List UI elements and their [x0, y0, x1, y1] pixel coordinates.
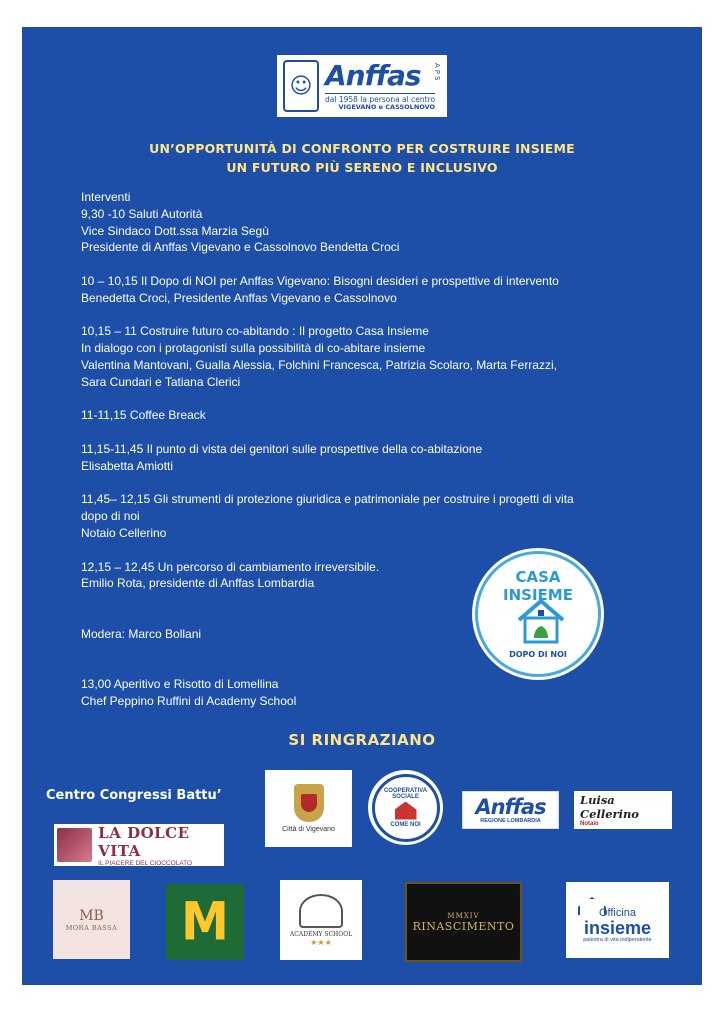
sponsor-academy-label: ACADEMY SCHOOL: [289, 930, 353, 938]
sponsor-officina-sub: palestra di vita indipendente: [583, 937, 652, 943]
sponsor-anffas-lomb-sub: REGIONE LOMBARDIA: [480, 817, 541, 824]
sponsor-officina-t1: Officina: [598, 907, 637, 919]
sponsor-officina-t2: insieme: [583, 918, 652, 938]
program-line: Emilio Rota, presidente di Anffas Lombardia: [81, 576, 315, 591]
sponsor-rinascimento: [405, 882, 522, 962]
sponsor-mora-bassa: [53, 880, 130, 959]
mcdonalds-logo-icon: M: [181, 891, 229, 953]
program-line: 11-11,15 Coffee Breack: [81, 408, 206, 423]
program-line: 9,30 -10 Saluti Autorità: [81, 206, 203, 221]
sponsor-academy-school: [280, 880, 362, 960]
program-line: 13,00 Aperitivo e Risotto di Lomellina: [81, 677, 279, 692]
sponsor-mora-name: MORA BASSA: [65, 923, 118, 932]
program-line: Valentina Mantovani, Gualla Alessia, Folchini Francesca, Patrizia Scolaro, Marta Ferrazzi,: [81, 357, 557, 372]
headline-line2: UN FUTURO PIÙ SERENO E INCLUSIVO: [226, 160, 498, 175]
sponsor-rinasc-year: MMXIV: [447, 911, 480, 920]
program-line: Presidente di Anffas Vigevano e Cassolnovo Bendetta Croci: [81, 240, 400, 255]
sponsor-vigevano-label: Città di Vigevano: [282, 826, 335, 833]
sponsor-anffas-lomb-brand: Anffas: [475, 794, 546, 819]
program-block-5: [81, 441, 681, 475]
sponsor-rinasc-name: RINASCIMENTO: [412, 919, 515, 933]
anffas-aps: APS: [433, 63, 441, 83]
chef-hat-icon: [299, 894, 343, 928]
program-line: Vice Sindaco Dott.ssa Marzia Segù: [81, 223, 269, 238]
headline: [22, 139, 702, 177]
headline-line1: UN’OPPORTUNITÀ DI CONFRONTO PER COSTRUIRE INSIEME: [149, 141, 575, 156]
program-block-3: [81, 323, 681, 390]
sponsor-mcdonalds: [166, 884, 244, 960]
program-line: Modera: Marco Bollani: [81, 626, 202, 641]
program-line: Interventi: [81, 190, 131, 204]
program-block-4: [81, 407, 681, 424]
sponsor-anffas-lombardia: [462, 791, 559, 829]
crest-icon: [294, 784, 324, 822]
program-line: Chef Peppino Ruffini di Academy School: [81, 693, 297, 708]
program-line: In dialogo con i protagonisti sulla possibilità di co-abitare insieme: [81, 341, 426, 356]
sponsor-dolce-name: LA DOLCE VITA: [98, 824, 190, 860]
sponsor-cellerino-sub: Notaio: [580, 821, 599, 827]
sponsor-cellerino: [574, 791, 672, 829]
program-line: Elisabetta Amiotti: [81, 458, 174, 473]
program-line: Benedetta Croci, Presidente Anffas Vigevano e Cassolnovo: [81, 290, 397, 305]
sponsor-la-dolce-vita: [54, 824, 224, 866]
chocolate-image: [57, 828, 92, 862]
anffas-emblem-icon: ☺: [283, 60, 319, 112]
sponsor-battu: Centro Congressi Battu’: [46, 788, 222, 803]
program-line: Sara Cundari e Tatiana Clerici: [81, 374, 241, 389]
anffas-brand: Anffas: [325, 59, 421, 92]
sponsor-dolce-sub: IL PIACERE DEL CIOCCOLATO: [98, 859, 193, 866]
sponsor-mora-mark: MB: [79, 907, 104, 924]
sponsor-coop-come-noi: [368, 770, 443, 845]
program-line: 10,15 – 11 Costruire futuro co-abitando : Il progetto Casa Insieme: [81, 324, 429, 339]
program-line: 11,15-11,45 Il punto di vista dei genitori sulle prospettive della co-abitazione: [81, 441, 483, 456]
program-line: 11,45– 12,15 Gli strumenti di protezione giuridica e patrimoniale per costruire i progetti di vita: [81, 492, 574, 507]
anffas-logo: [277, 55, 447, 117]
program-block-6: [81, 491, 681, 541]
sponsor-vigevano: [265, 770, 352, 847]
casa-insieme-subtitle: DOPO DI NOI: [509, 650, 567, 659]
program-block-8: [81, 676, 681, 710]
sponsor-coop-top: COOPERATIVA SOCIALE: [383, 787, 428, 800]
program-line: 12,15 – 12,45 Un percorso di cambiamento irreversibile.: [81, 559, 380, 574]
program-block-1: [81, 189, 681, 256]
house-icon: [516, 598, 566, 644]
house-icon: [395, 802, 417, 820]
casa-insieme-title: CASA INSIEME: [503, 568, 573, 604]
sponsor-coop-bottom: COME NOI: [390, 821, 421, 828]
program-block-2: [81, 273, 681, 307]
poster: [22, 27, 702, 985]
sponsor-academy-stars: ★★★: [310, 937, 332, 947]
program-line: 10 – 10,15 Il Dopo di NOI per Anffas Vigevano: Bisogni desideri e prospettive di intervento: [81, 273, 559, 288]
casa-insieme-badge: [475, 551, 601, 677]
house-icon: [578, 897, 606, 915]
anffas-subtitle: VIGEVANO e CASSOLNOVO: [338, 102, 436, 111]
sponsor-officina-insieme: [566, 882, 669, 958]
sponsor-cellerino-name: Luisa Cellerino: [580, 793, 639, 821]
anffas-tagline: dal 1958 la persona al centro: [325, 95, 436, 104]
program-line: Notaio Cellerino: [81, 525, 167, 540]
program-line: dopo di noi: [81, 509, 140, 524]
thanks-title: SI RINGRAZIANO: [288, 731, 436, 749]
